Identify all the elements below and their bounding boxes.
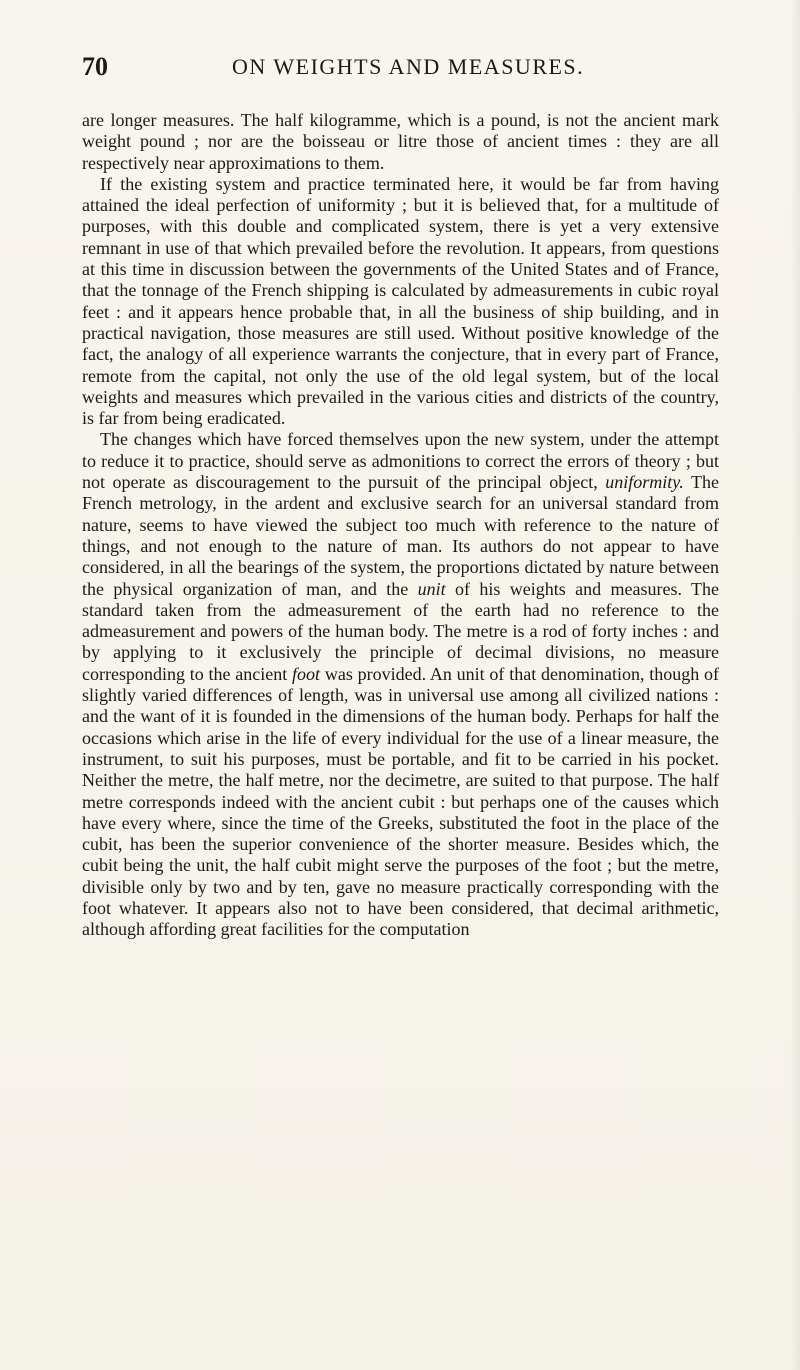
body-text	[82, 110, 719, 941]
emphasis-uniformity: uniformity.	[605, 472, 684, 493]
page-header	[82, 52, 702, 92]
running-head: ON WEIGHTS AND MEASURES.	[232, 54, 585, 79]
page-number: 70	[82, 52, 108, 81]
paragraph-1: are longer measures. The half kilogramme, which is a pound, is not the ancient mark weight pound ; nor are the boisseau or litre those of ancient times : they are all respectively near approximations to them.	[82, 110, 719, 173]
page-edge-shadow	[790, 0, 800, 1370]
paragraph-3-text-b: The French metrology, in the ardent and exclusive search for an universal standard from nature, seems to have viewed the subject too much with reference to the nature of things, and not enough to the nature of man. Its authors do not appear to have considered, in all the bearings of the system, the proportions dictated by nature between the physical organization of man, and the	[82, 472, 719, 599]
paragraph-3-text-c: of his weights and measures. The standard taken from the admeasurement of the earth had no reference to the admeasurement and powers of the human body. The metre is a rod of forty inches : and by applying to it exclusively the principle of decimal divisions, no measure corresponding to the ancient	[82, 578, 719, 684]
emphasis-foot: foot	[292, 663, 321, 684]
paragraph-3	[82, 429, 719, 940]
paragraph-3-text-a: The changes which have forced themselves upon the new system, under the attempt to reduce it to practice, should serve as admonitions to correct the errors of theory ; but not operate as discouragement to the pursuit of the principal object,	[82, 429, 719, 493]
paragraph-2: If the existing system and practice terminated here, it would be far from having attained the ideal perfection of uniformity ; but it is believed that, for a multitude of purposes, with this double and complicated system, there is yet a very extensive remnant in use of that which prevailed before the revolution. It appears, from questions at this time in discussion between the governments of the United States and of France, that the tonnage of the French shipping is calculated by admeasurements in cubic royal feet : and it appears hence probable that, in all the business of ship building, and in practical navigation, those measures are still used. Without positive knowledge of the fact, the analogy of all experience warrants the conjecture, that in every part of France, remote from the capital, not only the use of the old legal system, but of the local weights and measures which prevailed in the various cities and districts of the country, is far from being eradicated.	[82, 173, 719, 429]
paragraph-3-text-d: was provided. An unit of that denomination, though of slightly varied differences of length, was in universal use among all civilized nations : and the want of it is founded in the dimensions of the human body. Perhaps for half the occasions which arise in the life of every individual for the use of a linear measure, the instrument, to suit his purposes, must be portable, and fit to be carried in his pocket. Neither the metre, the half metre, nor the decimetre, are suited to that purpose. The half metre corresponds indeed with the ancient cubit : but perhaps one of the causes which have every where, since the time of the Greeks, substituted the foot in the place of the cubit, has been the superior convenience of the shorter measure. Besides which, the cubit being the unit, the half cubit might serve the purposes of the foot ; but the metre, divisible only by two and by ten, gave no measure practically corresponding with the foot whatever. It appears also not to have been considered, that decimal arithmetic, although affording great facilities for the computation	[82, 663, 719, 940]
emphasis-unit: unit	[417, 578, 446, 599]
